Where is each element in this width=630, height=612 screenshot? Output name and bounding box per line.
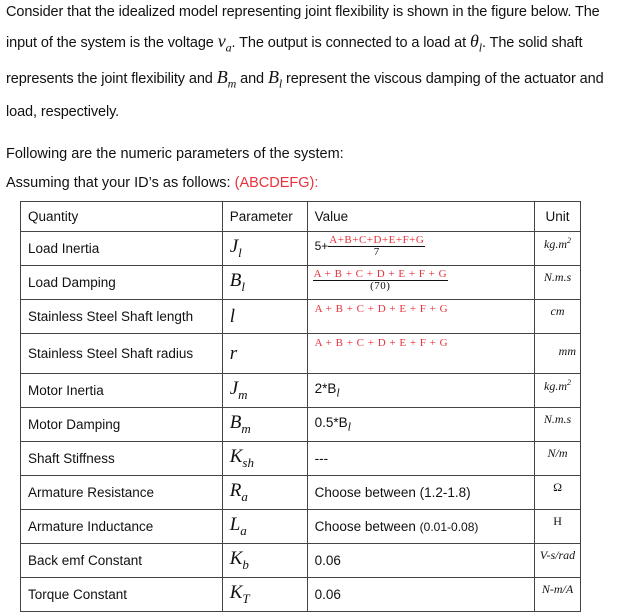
table-row: Motor Inertia $J_m$ $2*B_l$ $kg.m^2$ [21,374,581,408]
following-text: Following are the numeric parameters of the system: [6,146,344,162]
assuming-text: Assuming that your ID’s as follows: (ABCDEFG): [6,175,319,191]
table-row: Armature Inductance $L_a$ Choose between (0.01-0.08) H [21,510,581,544]
table-row: Stainless Steel Shaft length l A + B + C + D + E + F + G cm [21,300,581,334]
id-placeholder: (ABCDEFG): [234,175,319,191]
table-row: Stainless Steel Shaft radius r A + B + C + D + E + F + G mm [21,334,581,374]
header-unit: Unit [535,202,581,232]
table-row: Load Inertia $J_l$ 5+ $\frac{A+B+C+D+E+F+G}{7}$ $kg.m^2$ [21,232,581,266]
value-cell: --- [307,442,534,476]
table-row: Motor Damping $B_m$ $0.5*B_l$ N.m.s [21,408,581,442]
theta-symbol: $\theta_l$ [470,31,482,55]
header-value: Value [307,202,534,232]
value-cell: 0.06 [307,578,534,612]
value-cell: 5+ $\frac{A+B+C+D+E+F+G}{7}$ [307,232,534,266]
value-cell: $\frac{A + B + C + D + E + F + G}{(70)}$ [307,266,534,300]
bm-symbol: $B_m$ [216,66,237,91]
value-cell: Choose between (0.01-0.08) [307,510,534,544]
value-cell: Choose between (1.2-1.8) [307,476,534,510]
value-cell: A + B + C + D + E + F + G [307,300,534,334]
parameters-table [20,201,581,612]
value-cell: 0.06 [307,544,534,578]
table-row: Shaft Stiffness $K_{sh}$ --- N/m [21,442,581,476]
value-cell: A + B + C + D + E + F + G [307,334,534,374]
table-row: Armature Resistance $R_a$ Choose between (1.2-1.8) Ω [21,476,581,510]
voltage-symbol: $v_a$ [217,31,232,55]
intro-line-4: load, respectively. [6,104,120,121]
intro-line-2: input of the system is the voltage $v_a$. The output is connected to a load at $\theta_l$. The solid shaft [6,31,583,55]
table-header-row [21,202,581,232]
intro-paragraph [6,0,624,127]
table-row: Back emf Constant $K_b$ 0.06 V-s/rad [21,544,581,578]
intro-line-3: represents the joint flexibility and $B_m$ and $B_l$ represent the viscous damping of the actuator and [6,66,604,91]
table-row: Load Damping $B_l$ $\frac{A + B + C + D + E + F + G}{(70)}$ N.m.s [21,266,581,300]
value-cell: $0.5*B_l$ [307,408,534,442]
value-cell: $2*B_l$ [307,374,534,408]
bl-symbol: $B_l$ [267,66,283,91]
header-quantity: Quantity [21,202,223,232]
header-parameter: Parameter [222,202,307,232]
intro-line-1: Consider that the idealized model representing joint flexibility is shown in the figure below. The [6,4,600,20]
table-row: Torque Constant $K_T$ 0.06 N-m/A [21,578,581,612]
